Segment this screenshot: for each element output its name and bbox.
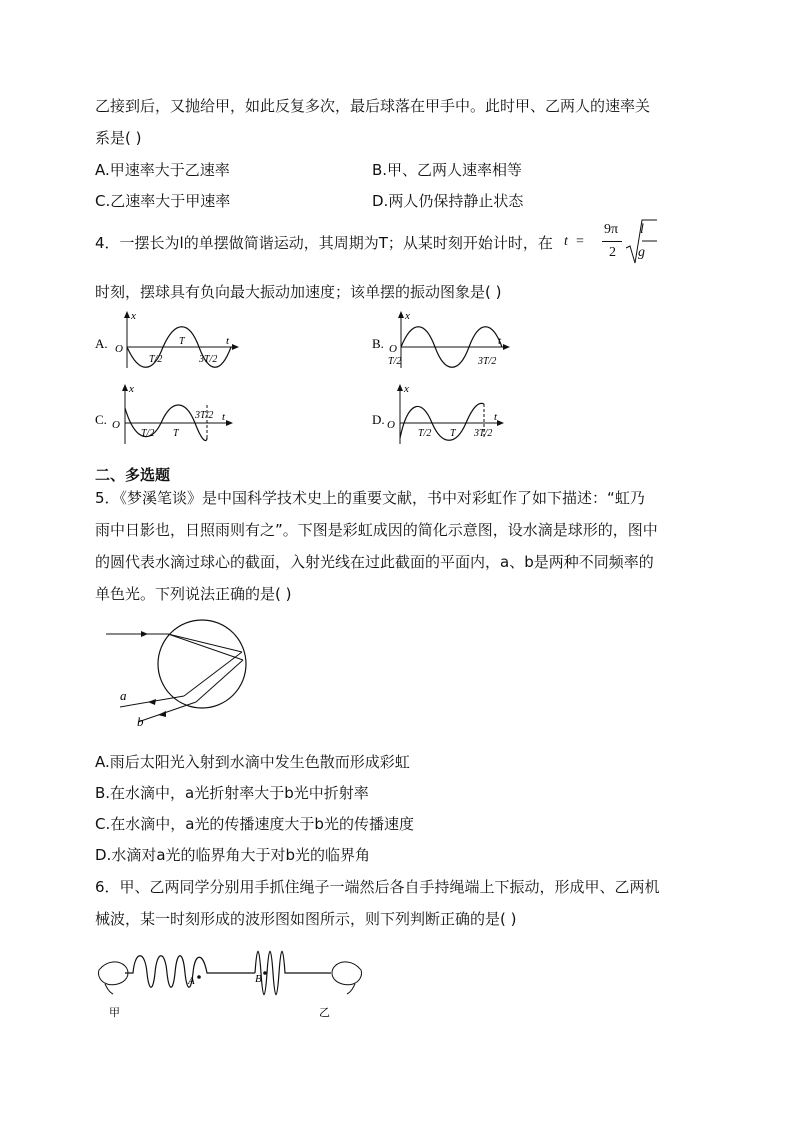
right-hand-icon [332, 962, 362, 985]
graph-a-x-label: x [131, 310, 136, 322]
exit-ray-b [138, 702, 196, 722]
graph-d-origin: O [387, 419, 395, 431]
graph-b-tick-3t2: 3T/2 [478, 356, 497, 367]
point-a-marker [197, 975, 201, 979]
graph-a-tick-t2: T/2 [149, 354, 163, 365]
droplet-circle [158, 620, 246, 708]
arrow-icon [122, 384, 128, 391]
formula-eq: = [576, 234, 584, 249]
graph-option-c [95, 380, 245, 446]
graph-c-tick-3t2: 3T/2 [195, 410, 214, 421]
refracted-ray-2 [168, 634, 243, 660]
graph-b-origin: O [389, 343, 397, 355]
refracted-ray-1 [168, 634, 242, 652]
graph-b-t-label: t [498, 335, 502, 347]
graph-c-origin: O [112, 419, 120, 431]
graph-c-label: C. [95, 412, 107, 427]
graph-a-t-label: t [226, 335, 230, 347]
formula-rad-num: l [640, 222, 644, 237]
formula-fraction-bar [602, 241, 622, 242]
graph-a-origin: O [115, 343, 123, 355]
reflected-ray-a [184, 652, 242, 696]
point-label-a: A [188, 975, 195, 987]
graph-option-d [372, 380, 522, 446]
q5-line3: 的圆代表水滴过球心的截面，入射光线在过此截面的平面内，a、b是两种不同频率的 [95, 553, 654, 571]
arrow-icon [398, 311, 404, 318]
graph-option-a [95, 308, 245, 370]
q3-option-c: C.乙速率大于甲速率 [95, 192, 231, 210]
label-jia: 甲 [109, 1007, 120, 1019]
graph-c-tick-t2: T/2 [141, 428, 155, 439]
rainbow-droplet-diagram [100, 612, 260, 732]
graph-c-x-label: x [129, 383, 134, 395]
q5-line1: 5．《梦溪笔谈》是中国科学技术史上的重要文献，书中对彩虹作了如下描述：“虹乃 [95, 489, 645, 507]
q5-option-c: C.在水滴中，a光的传播速度大于b光的传播速度 [95, 815, 414, 833]
graph-a-label: A. [95, 336, 108, 351]
q6-line2: 械波，某一时刻形成的波形图如图所示，则下列判断正确的是( ) [95, 910, 517, 928]
formula-num: 9π [604, 222, 619, 237]
q5-line4: 单色光。下列说法正确的是( ) [95, 585, 292, 603]
ray-label-b: b [137, 714, 144, 729]
q3-option-d: D.两人仍保持静止状态 [372, 192, 524, 210]
arrow-icon [226, 420, 233, 426]
left-hand-icon [98, 962, 128, 985]
graph-d-label: D. [372, 412, 385, 427]
q3-line1: 乙接到后，又抛给甲，如此反复多次，最后球落在甲手中。此时甲、乙两人的速率关 [95, 97, 651, 115]
formula-rad-den: g [638, 245, 645, 260]
formula-den: 2 [609, 245, 616, 260]
arrow-icon [124, 311, 130, 318]
graph-c-tick-t: T [173, 428, 179, 439]
q4-line1: 4．一摆长为l的单摆做简谐运动，其周期为T；从某时刻开始计时，在 [95, 234, 553, 252]
point-b-marker [263, 971, 267, 975]
formula-t: t [564, 234, 568, 249]
q5-option-b: B.在水滴中，a光折射率大于b光中折射率 [95, 784, 369, 802]
graph-b-x-label: x [405, 310, 410, 322]
arrow-icon [232, 344, 239, 350]
rope-wave-diagram [95, 940, 365, 1022]
graph-d-tick-t: T [450, 428, 456, 439]
arrow-icon [497, 420, 504, 426]
graph-d-tick-3t2: 3T/2 [474, 428, 493, 439]
graph-c-t-label: t [222, 411, 226, 423]
graph-d-t-label: t [494, 411, 498, 423]
graph-a-tick-t: T [179, 336, 185, 347]
q5-option-a: A.雨后太阳光入射到水滴中发生色散而形成彩虹 [95, 753, 410, 771]
arrow-icon [158, 711, 166, 717]
graph-a-tick-3t2: 3T/2 [199, 354, 218, 365]
graph-b-tick-t2: T/2 [388, 356, 402, 367]
label-yi: 乙 [319, 1007, 330, 1019]
q6-line1: 6．甲、乙两同学分别用手抓住绳子一端然后各自手持绳端上下振动，形成甲、乙两机 [95, 878, 660, 896]
arrow-icon [148, 699, 156, 705]
section-title-multiple-choice: 二、多选题 [95, 466, 171, 484]
arrow-icon [397, 384, 403, 391]
q4-line2: 时刻，摆球具有负向最大振动加速度；该单摆的振动图象是( ) [95, 283, 502, 301]
q5-line2: 雨中日影也，日照雨则有之”。下图是彩虹成因的简化示意图，设水滴是球形的，图中 [95, 521, 658, 539]
left-hand-icon [105, 984, 113, 994]
graph-b-label: B. [372, 336, 384, 351]
right-hand-icon [347, 984, 355, 994]
arrow-icon [141, 631, 148, 637]
q3-option-a: A.甲速率大于乙速率 [95, 161, 230, 179]
graph-d-tick-t2: T/2 [418, 428, 432, 439]
q5-option-d: D.水滴对a光的临界角大于对b光的临界角 [95, 846, 371, 864]
arrow-icon [503, 344, 510, 350]
point-label-b: B [255, 973, 262, 985]
q3-line2: 系是( ) [95, 129, 142, 147]
graph-d-curve [400, 403, 484, 440]
graph-d-x-label: x [404, 383, 409, 395]
ray-label-a: a [120, 688, 127, 703]
graph-option-b [372, 308, 522, 370]
q3-option-b: B.甲、乙两人速率相等 [372, 161, 523, 179]
